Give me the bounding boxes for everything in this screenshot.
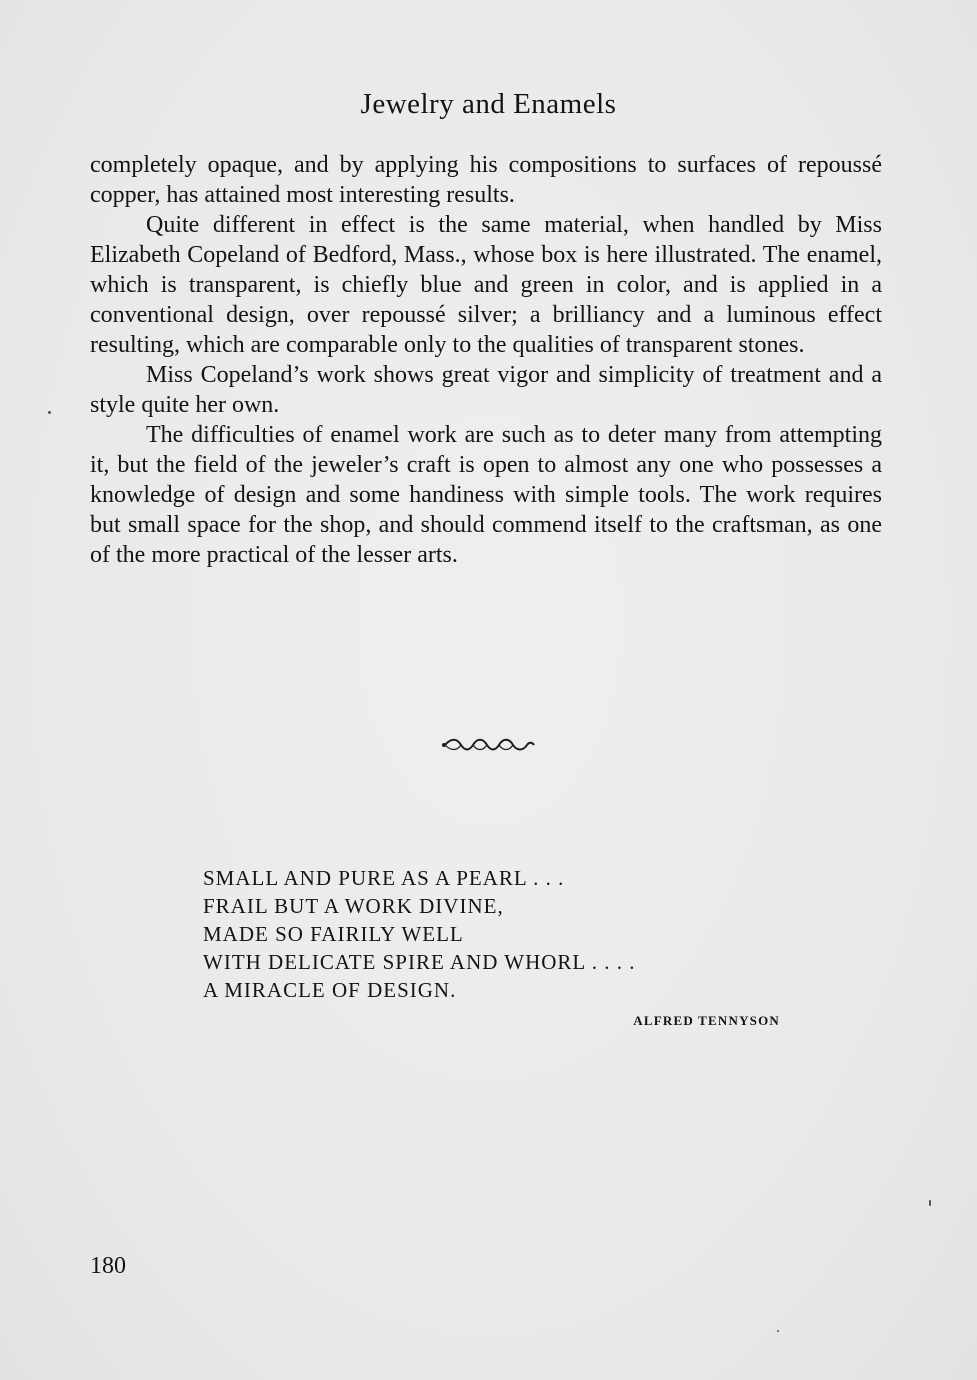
poem-line: WITH DELICATE SPIRE AND WHORL . . . .	[203, 950, 636, 974]
poem-line: A MIRACLE OF DESIGN.	[203, 978, 457, 1002]
speck-mark	[48, 411, 51, 414]
scroll-ornament-icon	[439, 737, 539, 753]
paragraph-copeland-style: Miss Copeland’s work shows great vigor and simplicity of treatment and a style quite her own.	[90, 362, 882, 418]
speck-mark	[929, 1200, 931, 1206]
section-ornament	[0, 737, 977, 758]
paragraph-continuation: completely opaque, and by applying his compositions to surfaces of repoussé copper, has attained most interesting results.	[90, 152, 882, 208]
poem-attribution: ALFRED TENNYSON	[633, 1013, 780, 1028]
page-number: 180	[90, 1253, 126, 1279]
speck-mark	[777, 1330, 779, 1332]
running-title: Jewelry and Enamels	[360, 88, 617, 120]
body-text	[90, 150, 882, 570]
paragraph-copeland-box: Quite different in effect is the same material, when handled by Miss Elizabeth Copeland of Bedford, Mass., whose box is here illustrated. The enamel, which is transparent, is chiefly blue and green in color, and is applied in a conventional design, over repoussé silver; a brilliancy and a luminous effect resulting, which are comparable only to the qualities of transparent stones.	[90, 212, 882, 358]
poem-epigraph	[203, 864, 823, 1004]
poem-line: MADE SO FAIRILY WELL	[203, 922, 464, 946]
poem-line: FRAIL BUT A WORK DIVINE,	[203, 894, 504, 918]
poem-line: SMALL AND PURE AS A PEARL . . .	[203, 866, 565, 890]
paragraph-enamel-difficulties: The difficulties of enamel work are such as to deter many from attempting it, but the field of the jeweler’s craft is open to almost any one who possesses a knowledge of design and some handiness with simple tools. The work requires but small space for the shop, and should commend itself to the craftsman, as one of the more practical of the lesser arts.	[90, 422, 882, 568]
